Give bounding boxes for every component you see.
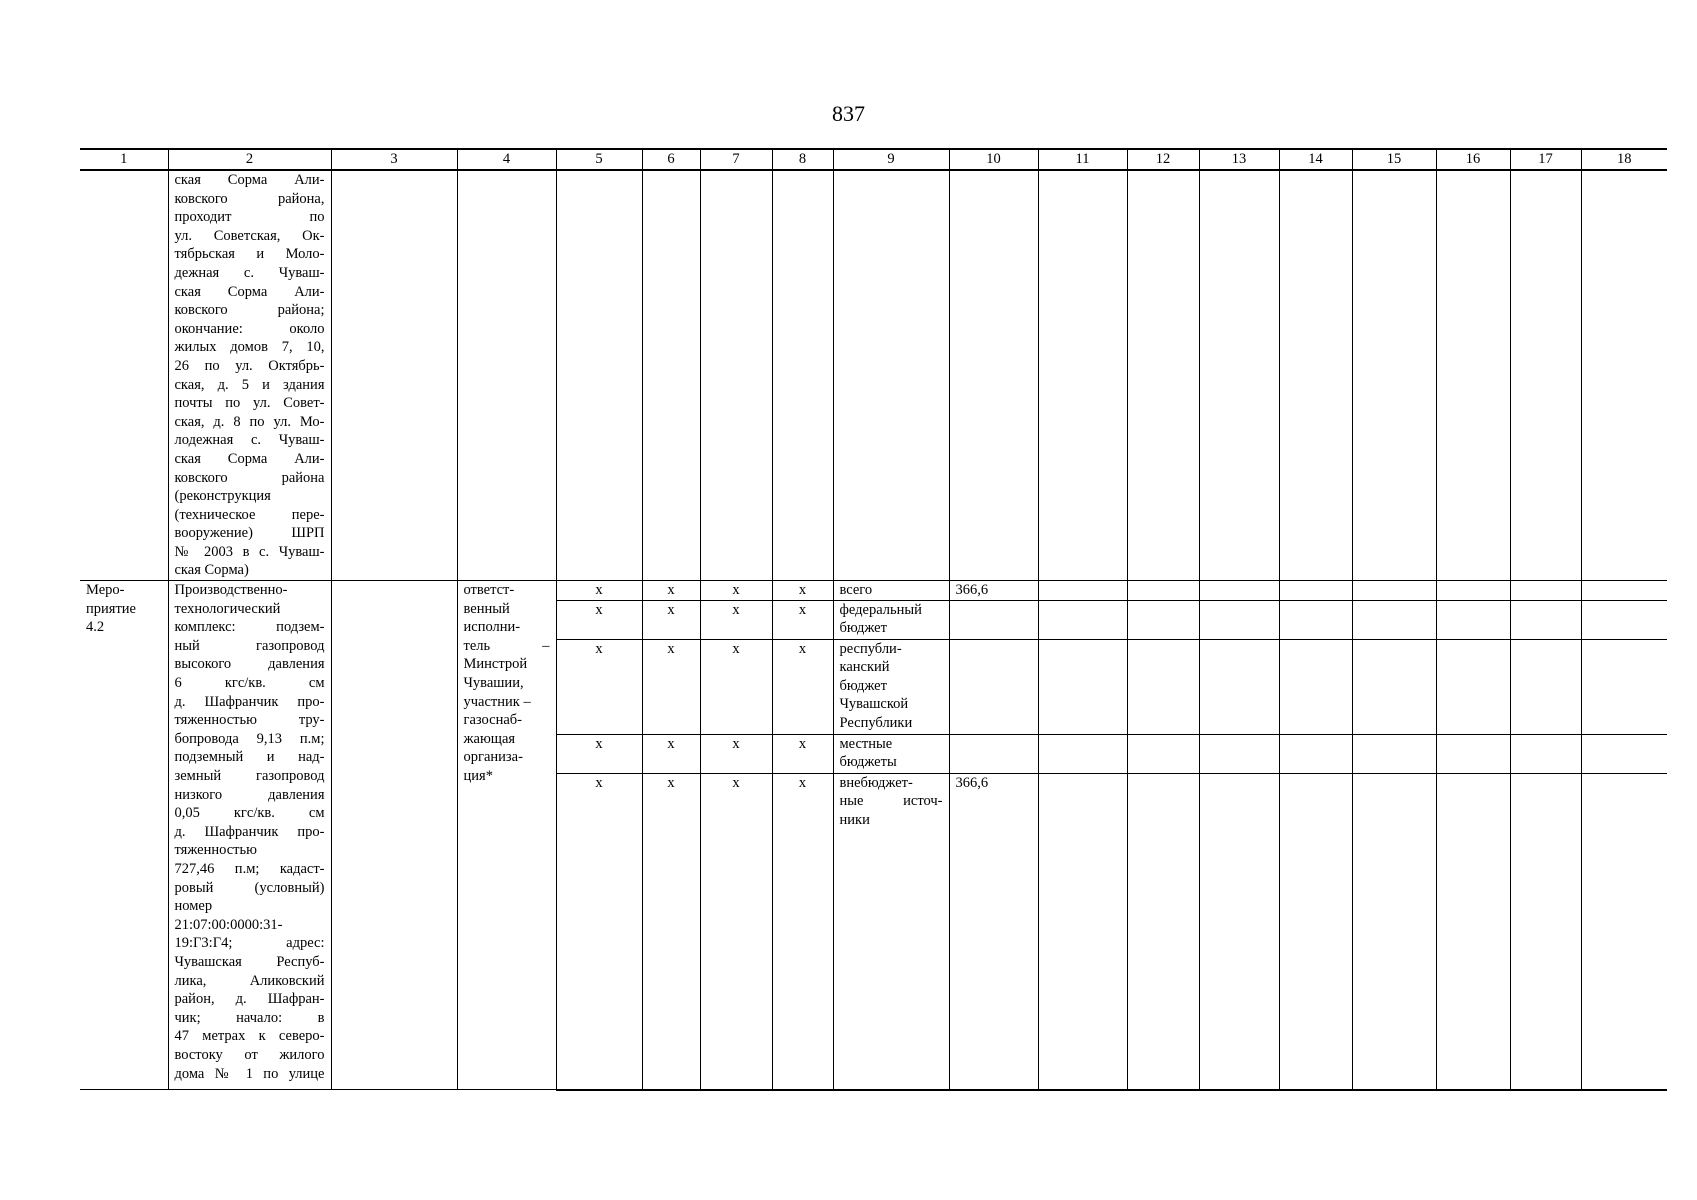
cell-empty (331, 581, 457, 1090)
cell-empty (1279, 734, 1352, 773)
text-line: Чувашии, (463, 675, 524, 692)
text-line: Республики (839, 715, 913, 732)
text-line: ные источ- (839, 793, 943, 810)
text-line: ская Сорма Али- (174, 450, 325, 467)
x-mark: х (700, 773, 772, 1090)
measure-number (80, 581, 168, 1090)
cell-empty (1436, 734, 1510, 773)
text-line: 6 кгс/кв. см (174, 675, 325, 692)
text-line: бюджеты (839, 754, 897, 771)
cell-empty (1510, 581, 1581, 601)
text-line: ская Сорма Али- (174, 283, 325, 300)
text-line: окончание: около (174, 320, 325, 337)
cell-empty (1581, 734, 1667, 773)
text-line: ковского района, (174, 190, 325, 207)
x-mark: х (642, 581, 700, 601)
text-line: венный (463, 600, 510, 617)
col-header: 11 (1038, 149, 1127, 170)
cell-empty (1581, 639, 1667, 734)
cell-empty (1510, 639, 1581, 734)
cell-empty (457, 170, 556, 581)
text-line: 26 по ул. Октябрь- (174, 357, 325, 374)
text-line: почты по ул. Совет- (174, 395, 325, 412)
text-line: ковского района; (174, 302, 325, 319)
text-line: внебюджет- (839, 774, 913, 791)
cell-empty (1127, 600, 1199, 639)
text-line: район, д. Шафран- (174, 991, 325, 1008)
funding-source (833, 734, 949, 773)
col-header: 10 (949, 149, 1038, 170)
x-mark: х (772, 600, 833, 639)
funding-value (949, 639, 1038, 734)
text-line: ская, д. 8 по ул. Мо- (174, 413, 325, 430)
col-header: 3 (331, 149, 457, 170)
measure-executor (457, 581, 556, 1090)
x-mark: х (642, 734, 700, 773)
col-header: 4 (457, 149, 556, 170)
col-header: 1 (80, 149, 168, 170)
text-line: участник – (463, 693, 531, 710)
text-line: подземный и над- (174, 749, 325, 766)
x-mark: х (556, 581, 642, 601)
text-line: Чувашской (839, 696, 909, 713)
header-row (80, 149, 1667, 170)
text-line: чик; начало: в (174, 1009, 325, 1026)
x-mark: х (700, 600, 772, 639)
text-line: жающая (463, 730, 516, 747)
continuation-description (168, 170, 331, 581)
cell-empty (1199, 639, 1279, 734)
cell-empty (1127, 773, 1199, 1090)
cell-empty (1127, 581, 1199, 601)
cell-empty (1038, 773, 1127, 1090)
x-mark: х (772, 581, 833, 601)
text-line: ники (839, 811, 870, 828)
text-line: 0,05 кгс/кв. см (174, 805, 325, 822)
text-line: лодежная с. Чуваш- (174, 432, 325, 449)
cell-empty (1436, 170, 1510, 581)
cell-empty (1436, 773, 1510, 1090)
x-mark: х (772, 734, 833, 773)
text-line: высокого давления (174, 656, 325, 673)
text-line: комплекс: подзем- (174, 619, 325, 636)
col-header: 6 (642, 149, 700, 170)
cell-empty (1199, 773, 1279, 1090)
text-line: ный газопровод (174, 637, 325, 654)
col-header: 8 (772, 149, 833, 170)
x-mark: х (556, 639, 642, 734)
text-line: всего (839, 582, 873, 599)
x-mark: х (642, 773, 700, 1090)
cell-empty (1279, 600, 1352, 639)
text-line: Минстрой (463, 656, 528, 673)
col-header: 2 (168, 149, 331, 170)
cell-empty (1199, 734, 1279, 773)
measure-description (168, 581, 331, 1090)
x-mark: х (642, 600, 700, 639)
text-line: д. Шафранчик про- (174, 823, 325, 840)
funding-source (833, 639, 949, 734)
x-mark: х (556, 734, 642, 773)
cell-empty (1352, 639, 1436, 734)
cell-empty (1127, 170, 1199, 581)
col-header: 17 (1510, 149, 1581, 170)
funding-source (833, 773, 949, 1090)
text-line: тель – (463, 637, 550, 654)
cell-empty (1199, 600, 1279, 639)
text-line: 4.2 (86, 619, 105, 636)
cell-empty (331, 170, 457, 581)
text-line: (техническое пере- (174, 506, 325, 523)
cell-empty (556, 170, 642, 581)
cell-empty (949, 170, 1038, 581)
text-line: тяженностью тру- (174, 712, 325, 729)
cell-empty (1279, 773, 1352, 1090)
text-line: номер (174, 898, 213, 915)
x-mark: х (700, 639, 772, 734)
page-number: 837 (832, 101, 865, 126)
cell-empty (1352, 581, 1436, 601)
text-line: 19:Г3:Г4; адрес: (174, 935, 325, 952)
cell-empty (1510, 773, 1581, 1090)
cell-empty (1510, 734, 1581, 773)
text-line: ция* (463, 768, 493, 784)
cell-empty (833, 170, 949, 581)
text-line: ская, д. 5 и здания (174, 376, 325, 393)
cell-empty (1436, 639, 1510, 734)
text-line: исполни- (463, 619, 521, 636)
text-line: востоку от жилого (174, 1046, 325, 1063)
x-mark: х (700, 581, 772, 601)
text-line: бюджет (839, 677, 887, 694)
cell-empty (1352, 734, 1436, 773)
cell-empty (1127, 734, 1199, 773)
funding-value (949, 734, 1038, 773)
funding-value: 366,6 (949, 773, 1038, 1090)
cell-empty (1581, 581, 1667, 601)
cell-empty (1436, 581, 1510, 601)
program-table (80, 148, 1667, 1091)
text-line: Чувашская Респуб- (174, 953, 325, 970)
cell-empty (1279, 639, 1352, 734)
cell-empty (1581, 600, 1667, 639)
text-line: низкого давления (174, 786, 325, 803)
text-line: газоснаб- (463, 712, 522, 729)
text-line: Производственно- (174, 582, 288, 599)
cell-empty (1038, 639, 1127, 734)
text-line: республи- (839, 640, 902, 657)
cell-empty (1581, 773, 1667, 1090)
col-header: 16 (1436, 149, 1510, 170)
x-mark: х (700, 734, 772, 773)
col-header: 13 (1199, 149, 1279, 170)
text-line: организа- (463, 749, 523, 766)
x-mark: х (556, 600, 642, 639)
cell-empty (1352, 773, 1436, 1090)
text-line: ответст- (463, 582, 515, 599)
x-mark: х (772, 639, 833, 734)
col-header: 14 (1279, 149, 1352, 170)
text-line: жилых домов 7, 10, (174, 339, 325, 356)
text-line: приятие (86, 600, 136, 617)
text-line: технологический (174, 600, 281, 617)
cell-empty (1199, 170, 1279, 581)
cell-empty (1038, 734, 1127, 773)
funding-value (949, 600, 1038, 639)
cell-empty (700, 170, 772, 581)
continuation-row (80, 170, 1667, 581)
x-mark: х (772, 773, 833, 1090)
text-line: д. Шафранчик про- (174, 693, 325, 710)
funding-source (833, 600, 949, 639)
cell-empty (642, 170, 700, 581)
text-line: ровый (условный) (174, 879, 325, 896)
text-line: ул. Советская, Ок- (174, 227, 325, 244)
cell-empty (1127, 639, 1199, 734)
cell-empty (80, 170, 168, 581)
text-line: бопровода 9,13 п.м; (174, 730, 325, 747)
cell-empty (1581, 170, 1667, 581)
cell-empty (1510, 600, 1581, 639)
text-line: 21:07:00:0000:31- (174, 916, 283, 933)
funding-source (833, 581, 949, 601)
text-line: дежная с. Чуваш- (174, 264, 325, 281)
x-mark: х (642, 639, 700, 734)
text-line: ская Сорма) (174, 562, 249, 579)
cell-empty (1038, 600, 1127, 639)
cell-empty (1279, 170, 1352, 581)
text-line: ковского района (174, 469, 325, 486)
col-header: 9 (833, 149, 949, 170)
col-header: 15 (1352, 149, 1436, 170)
col-header: 12 (1127, 149, 1199, 170)
text-line: дома № 1 по улице (174, 1065, 325, 1082)
text-line: проходит по (174, 209, 325, 226)
text-line: бюджет (839, 620, 887, 637)
text-line: местные (839, 735, 893, 752)
text-line: ская Сорма Али- (174, 172, 325, 188)
cell-empty (1279, 581, 1352, 601)
cell-empty (1352, 600, 1436, 639)
cell-empty (1352, 170, 1436, 581)
col-header: 18 (1581, 149, 1667, 170)
text-line: тяженностью (174, 842, 257, 859)
cell-empty (1199, 581, 1279, 601)
text-line: 727,46 п.м; кадаст- (174, 860, 325, 877)
text-line: лика, Аликовский (174, 972, 325, 989)
text-line: № 2003 в с. Чуваш- (174, 543, 325, 560)
text-line: Меро- (86, 582, 125, 599)
funding-row-total (80, 581, 1667, 601)
text-line: вооружение) ШРП (174, 525, 325, 542)
funding-value: 366,6 (949, 581, 1038, 601)
text-line: канский (839, 659, 890, 676)
cell-empty (1436, 600, 1510, 639)
text-line: земный газопровод (174, 768, 325, 784)
col-header: 7 (700, 149, 772, 170)
text-line: федеральный (839, 601, 922, 618)
text-line: (реконструкция (174, 488, 271, 505)
text-line: тябрьская и Моло- (174, 246, 325, 263)
cell-empty (772, 170, 833, 581)
cell-empty (1510, 170, 1581, 581)
x-mark: х (556, 773, 642, 1090)
cell-empty (1038, 170, 1127, 581)
col-header: 5 (556, 149, 642, 170)
cell-empty (1038, 581, 1127, 601)
text-line: 47 метрах к северо- (174, 1028, 325, 1045)
